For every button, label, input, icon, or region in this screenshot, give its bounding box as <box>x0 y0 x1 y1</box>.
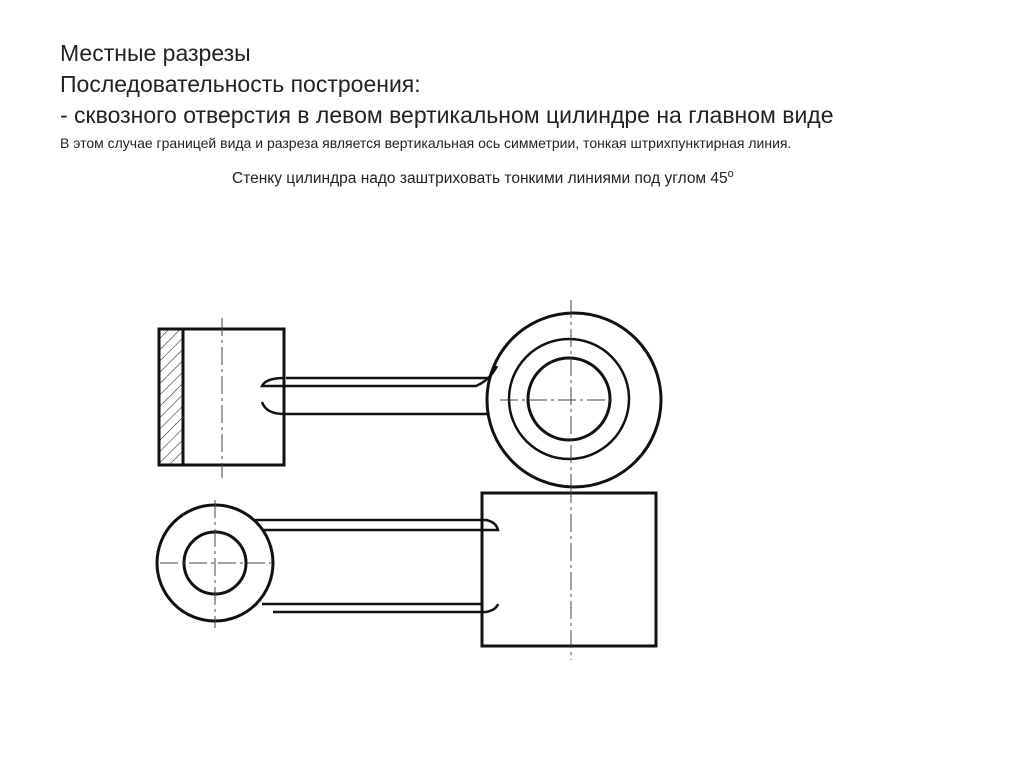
hatching-hint-text: Стенку цилиндра надо заштриховать тонкими линиями под углом 45 <box>232 170 728 188</box>
right-cylinder-outline <box>482 493 656 646</box>
main-view <box>159 313 661 487</box>
top-view-axes <box>160 485 571 660</box>
section-boundary-note: В этом случае границей вида и разреза является вертикальная ось симметрии, тонкая штрихпунктирная линия. <box>60 135 792 151</box>
lower-rod-upper-edge <box>255 520 498 530</box>
degree-mark: о <box>727 168 734 180</box>
right-ring-inner <box>528 358 610 440</box>
slide-subtitle: Последовательность построения: <box>60 71 421 97</box>
construction-step: - сквозного отверстия в левом вертикальном цилиндре на главном виде <box>60 102 834 128</box>
rod-upper-edge <box>262 366 497 386</box>
top-view <box>157 493 656 646</box>
slide-title: Местные разрезы <box>60 40 251 66</box>
hatched-cylinder-wall <box>159 329 183 465</box>
rod-lower-edge <box>262 402 488 414</box>
